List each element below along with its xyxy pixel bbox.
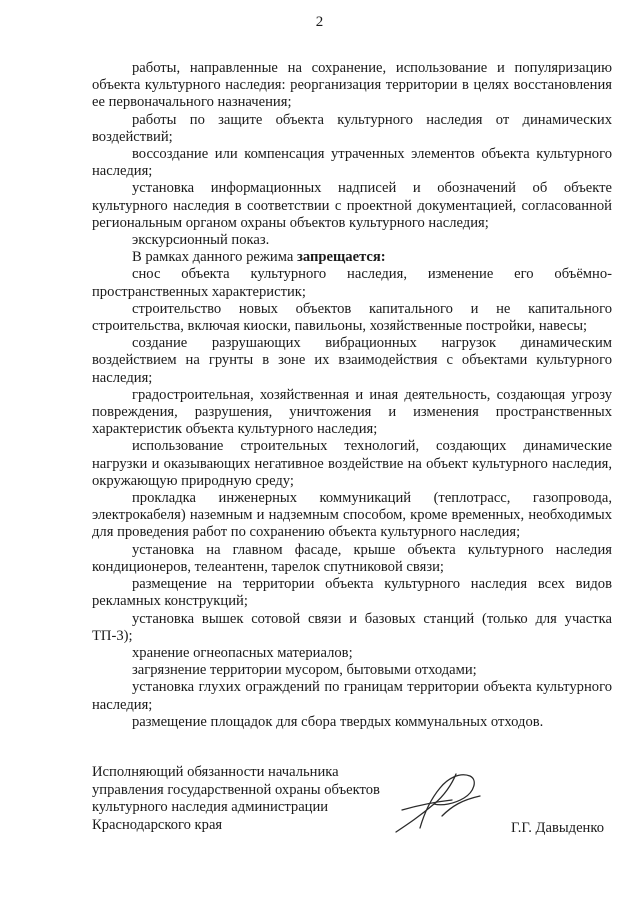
signature-block xyxy=(92,764,612,844)
signatory-name: Г.Г. Давыденко xyxy=(510,819,604,836)
handwritten-signature xyxy=(390,766,486,838)
prohibited-item: размещение площадок для сбора твердых коммунальных отходов. xyxy=(132,713,544,730)
signatory-position-line: Исполняющий обязанности начальника xyxy=(92,764,339,780)
signatory-position-line: культурного наследия администрации xyxy=(92,799,329,815)
prohibited-intro: В рамках данного режима xyxy=(132,249,294,266)
prohibited-heading xyxy=(92,249,612,266)
prohibited-item: градостроительная, хозяйственная и иная деятельность, создающая угрозу повреждения, разрушения, уничтожения и изменения пространственных характеристик объекта культурного наследия; xyxy=(92,386,612,438)
prohibited-item: создание разрушающих вибрационных нагрузок динамическим воздействием на грунты в зоне их взаимодействия с объектами культурного наследия; xyxy=(92,335,612,386)
paragraph: установка информационных надписей и обозначений об объекте культурного наследия в соответствии с проектной документацией, согласованной региональным органом охраны объектов культурного наследия; xyxy=(92,180,612,231)
prohibited-item: строительство новых объектов капитального и не капитального строительства, включая киоски, павильоны, хозяйственные постройки, навесы; xyxy=(92,300,612,335)
prohibited-item: установка на главном фасаде, крыше объекта культурного наследия кондиционеров, телеантенн, тарелок спутниковой связи; xyxy=(92,541,612,575)
prohibited-item: установка глухих ограждений по границам территории объекта культурного наследия; xyxy=(92,679,612,713)
paragraph: работы по защите объекта культурного наследия от динамических воздействий; xyxy=(92,111,612,145)
prohibited-item: использование строительных технологий, создающих динамические нагрузки и оказывающих негативное воздействие на объект культурного наследия, окружающую природную среду; xyxy=(92,438,612,489)
prohibited-item: установка вышек сотовой связи и базовых станций (только для участка ТП-3); xyxy=(92,610,612,644)
prohibited-item: размещение на территории объекта культурного наследия всех видов рекламных конструкций; xyxy=(92,576,612,610)
signatory-position-line: управления государственной охраны объектов xyxy=(92,781,380,798)
prohibited-item: хранение огнеопасных материалов; xyxy=(132,644,353,661)
signatory-position-line: Краснодарского края xyxy=(92,816,223,833)
page-number: 2 xyxy=(315,14,324,30)
prohibited-item: загрязнение территории мусором, бытовыми отходами; xyxy=(132,662,477,679)
paragraph: воссоздание или компенсация утраченных элементов объекта культурного наследия; xyxy=(92,146,612,180)
prohibited-keyword: запрещается: xyxy=(297,249,386,266)
paragraph: экскурсионный показ. xyxy=(132,232,270,249)
prohibited-item: снос объекта культурного наследия, изменение его объёмно-пространственных характеристик; xyxy=(92,266,612,300)
document-body xyxy=(92,60,612,731)
prohibited-item: прокладка инженерных коммуникаций (теплотрасс, газопровода, электрокабеля) наземным и надземным способом, кроме временных, необходимых для проведения работ по сохранению объекта культурного наследия; xyxy=(92,490,612,541)
paragraph: работы, направленные на сохранение, использование и популяризацию объекта культурного наследия: реорганизация территории в целях восстановления ее первоначального назначения; xyxy=(92,60,612,111)
